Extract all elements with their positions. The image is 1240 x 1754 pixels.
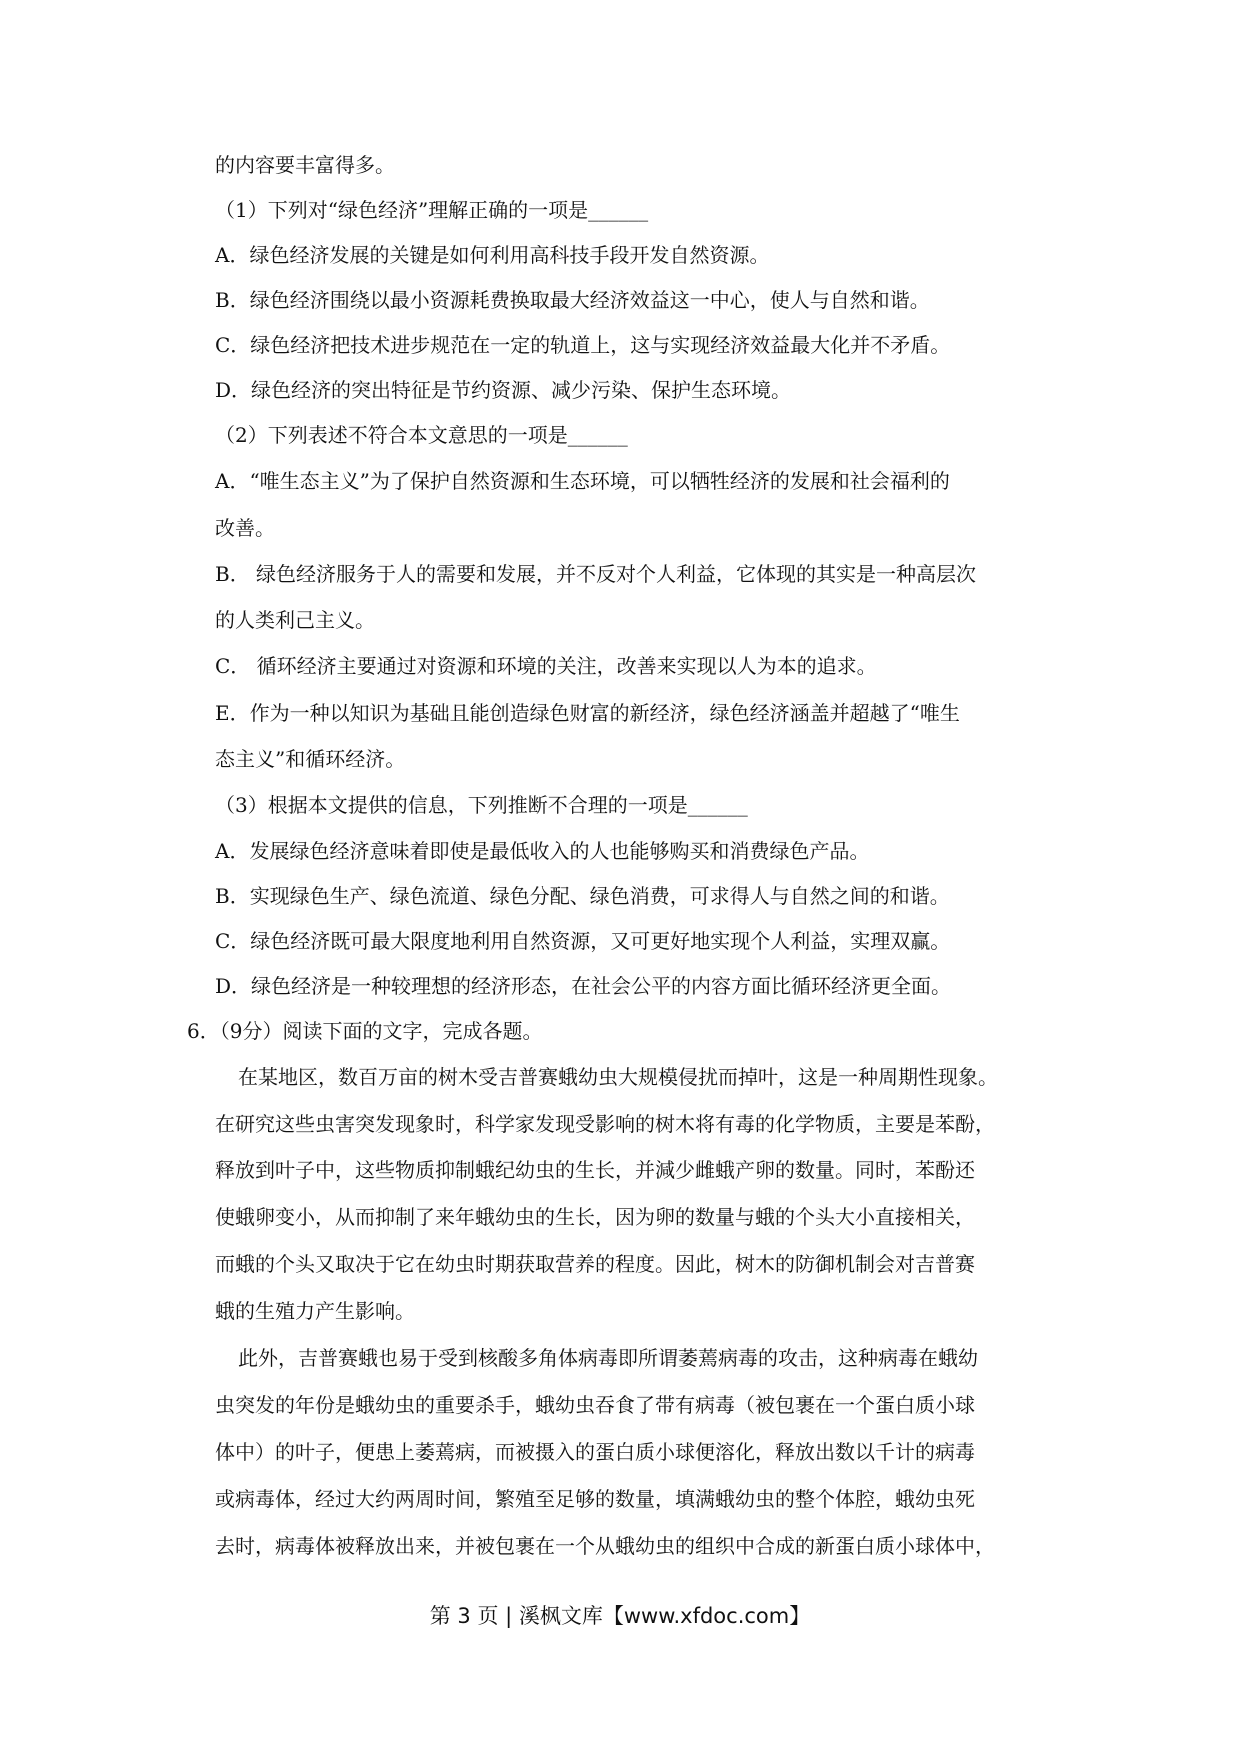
question-2-option-c: C． 循环经济主要通过对资源和环境的关注，改善来实现以人为本的追求。 [215,654,877,678]
passage-paragraph-1-line: 使蛾卵变小，从而抑制了来年蛾幼虫的生长，因为卵的数量与蛾的个头大小直接相关， [215,1205,975,1229]
passage-paragraph-2-line: 此外，吉普赛蛾也易于受到核酸多角体病毒即所谓萎蔫病毒的攻击，这种病毒在蛾幼 [238,1346,978,1370]
question-1-option-d: D．绿色经济的突出特征是节约资源、减少污染、保护生态环境。 [215,378,792,402]
passage-paragraph-2-line: 虫突发的年份是蛾幼虫的重要杀手，蛾幼虫吞食了带有病毒（被包裹在一个蛋白质小球 [215,1393,975,1417]
question-2-option-e: E．作为一种以知识为基础且能创造绿色财富的新经济，绿色经济涵盖并超越了“唯生 [215,701,960,725]
passage-paragraph-1-line: 释放到叶子中，这些物质抑制蛾纪幼虫的生长，并減少雌蛾产卵的数量。同时，苯酚还 [215,1158,975,1182]
passage-paragraph-1-line: 在研究这些虫害突发现象时，科学家发现受影响的树木将有毒的化学物质，主要是苯酚， [215,1112,995,1136]
question-2-option-a: A．“唯生态主义”为了保护自然资源和生态环境，可以牺牲经济的发展和社会福利的 [215,469,950,493]
question-3-option-c: C．绿色经济既可最大限度地利用自然资源，又可更好地实现个人利益，实理双赢。 [215,929,951,953]
passage-paragraph-1-line: 在某地区，数百万亩的树木受吉普赛蛾幼虫大规模侵扰而掉叶，这是一种周期性现象。 [238,1065,998,1089]
question-2-option-e-continued: 态主义”和循环经济。 [215,747,406,771]
passage-paragraph-1-line: 蛾的生殖力产生影响。 [215,1299,415,1323]
passage-paragraph-2-line: 去时，病毒体被释放出来，并被包裹在一个从蛾幼虫的组织中合成的新蛋白质小球体中， [215,1534,995,1558]
question-2-stem: （2）下列表述不符合本文意思的一项是______ [215,423,628,447]
text-line: 的内容要丰富得多。 [215,153,395,177]
question-1-option-b: B．绿色经济围绕以最小资源耗费换取最大经济效益这一中心，使人与自然和谐。 [215,288,930,312]
question-1-option-c: C．绿色经济把技术进步规范在一定的轨道上，这与实现经济效益最大化并不矛盾。 [215,333,951,357]
question-2-option-b-continued: 的人类利己主义。 [215,608,375,632]
question-1-option-a: A．绿色经济发展的关键是如何利用高科技手段开发自然资源。 [215,243,770,267]
question-3-option-b: B．实现绿色生产、绿色流道、绿色分配、绿色消费，可求得人与自然之间的和谐。 [215,884,950,908]
question-6-title: 6．（9分）阅读下面的文字，完成各题。 [187,1019,543,1043]
passage-paragraph-2-line: 体中）的叶子，便患上萎蔫病，而被摄入的蛋白质小球便溶化，释放出数以千计的病毒 [215,1440,975,1464]
question-3-stem: （3）根据本文提供的信息，下列推断不合理的一项是______ [215,793,748,817]
question-2-option-a-continued: 改善。 [215,516,275,540]
question-3-option-a: A．发展绿色经济意味着即使是最低收入的人也能够购买和消费绿色产品。 [215,839,870,863]
passage-paragraph-2-line: 或病毒体，经过大约两周时间，繁殖至足够的数量，填满蛾幼虫的整个体腔，蛾幼虫死 [215,1487,975,1511]
question-2-option-b: B． 绿色经济服务于人的需要和发展，并不反对个人利益，它体现的其实是一种高层次 [215,562,977,586]
passage-paragraph-1-line: 而蛾的个头又取决于它在幼虫时期获取营养的程度。因此，树木的防御机制会对吉普赛 [215,1252,975,1276]
page-footer: 第 3 页 | 溪枫文库【www.xfdoc.com】 [429,1604,811,1628]
question-3-option-d: D．绿色经济是一种较理想的经济形态，在社会公平的内容方面比循环经济更全面。 [215,974,952,998]
question-1-stem: （1）下列对“绿色经济”理解正确的一项是______ [215,198,649,222]
